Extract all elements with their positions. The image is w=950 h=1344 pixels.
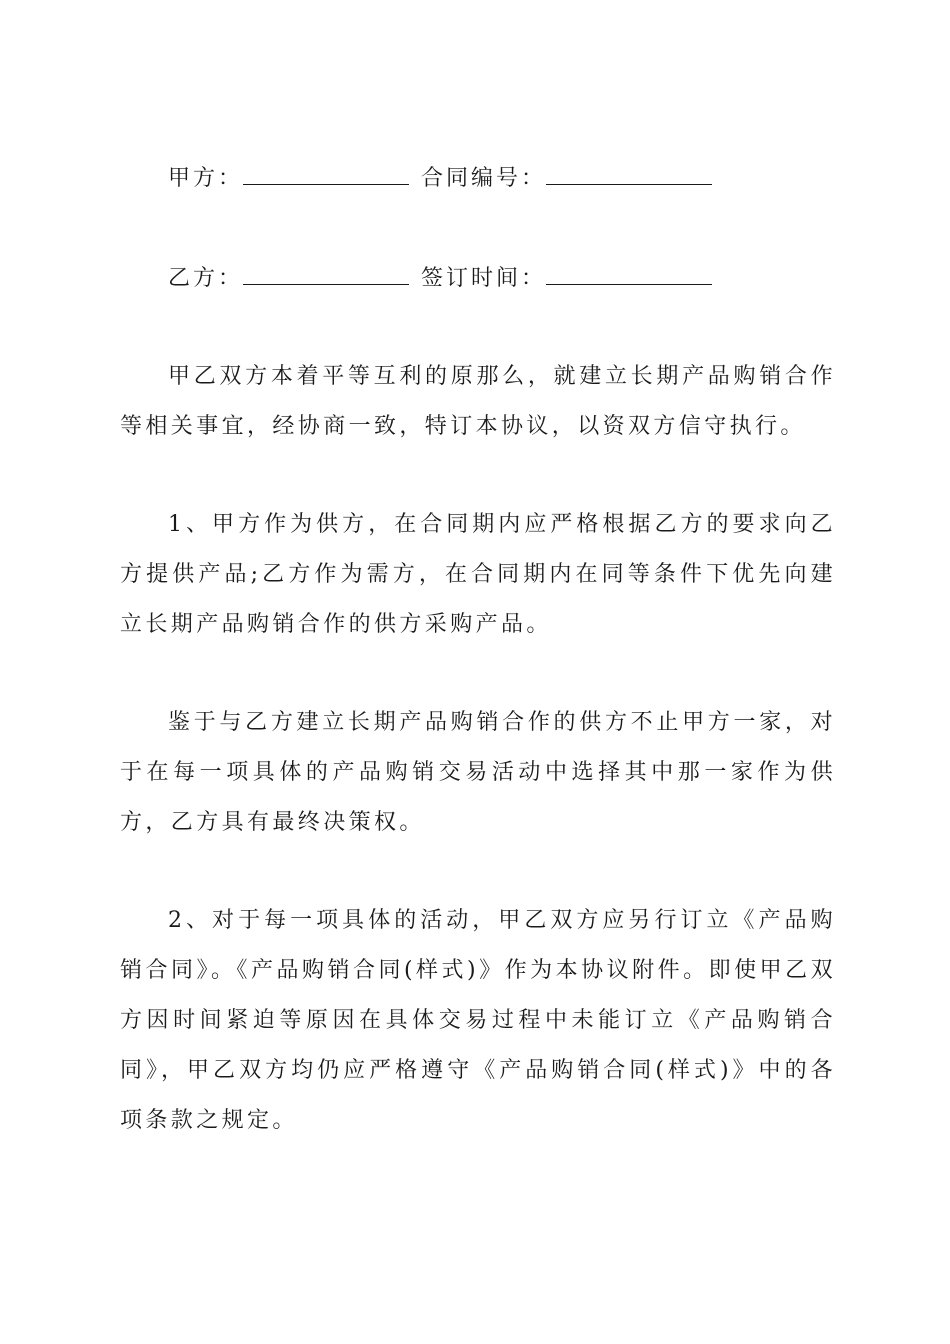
sign-date-blank-line [546, 262, 712, 285]
sign-date-label: 签订时间： [421, 266, 547, 291]
party-a-blank-line [243, 162, 409, 185]
clause-1-paragraph: 1、甲方作为供方，在合同期内应严格根据乙方的要求向乙方提供产品;乙方作为需方，在合同期内在同等条件下优先向建立长期产品购销合作的供方采购产品。 [120, 512, 836, 637]
party-b-label: 乙方： [168, 266, 244, 291]
header-row-party-a [168, 162, 724, 194]
header-row-party-b [168, 262, 724, 294]
intro-paragraph: 甲乙双方本着平等互利的原那么，就建立长期产品购销合作等相关事宜，经协商一致，特订本协议，以资双方信守执行。 [120, 364, 836, 439]
contract-no-label: 合同编号： [421, 166, 547, 191]
supplier-note-paragraph: 鉴于与乙方建立长期产品购销合作的供方不止甲方一家，对于在每一项具体的产品购销交易活动中选择其中那一家作为供方，乙方具有最终决策权。 [120, 710, 836, 835]
party-a-label: 甲方： [168, 166, 244, 191]
party-b-blank-line [243, 262, 409, 285]
clause-2-paragraph: 2、对于每一项具体的活动，甲乙双方应另行订立《产品购销合同》。《产品购销合同(样式)》作为本协议附件。即使甲乙双方因时间紧迫等原因在具体交易过程中未能订立《产品购销合同》，甲乙双方均仍应严格遵守《产品购销合同(样式)》中的各项条款之规定。 [120, 908, 836, 1133]
contract-no-blank-line [546, 162, 712, 185]
